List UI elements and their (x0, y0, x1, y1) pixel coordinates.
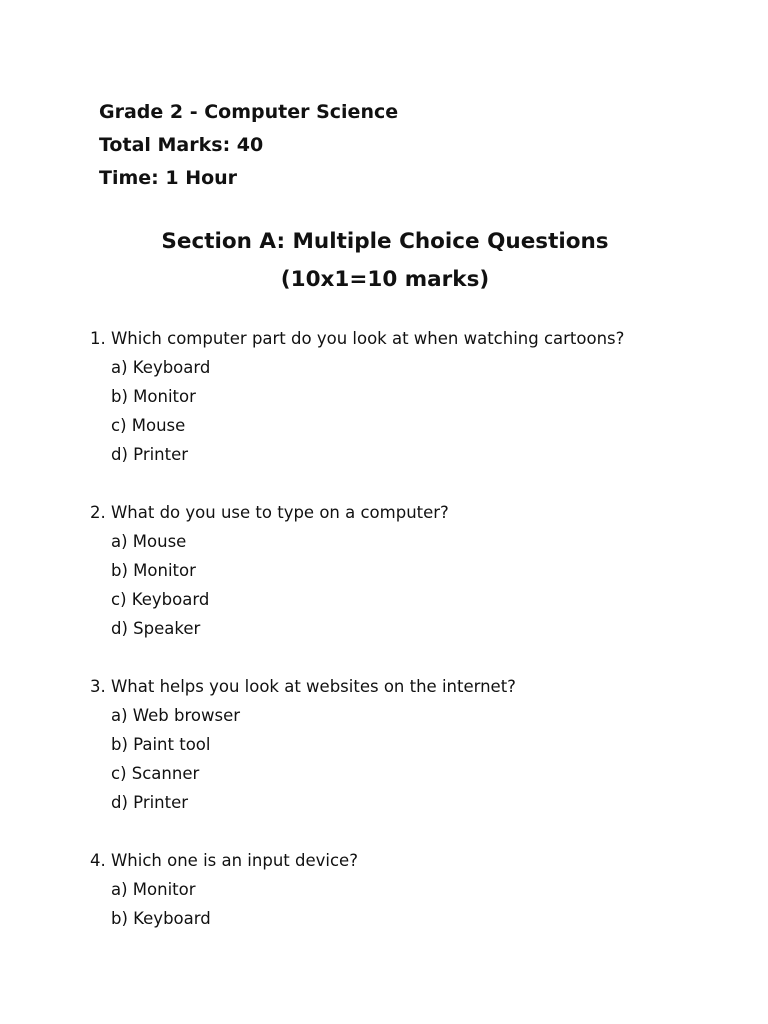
answer-option: a) Web browser (111, 706, 241, 725)
total-marks: Total Marks: 40 (99, 134, 264, 156)
question-text: 4. Which one is an input device? (90, 851, 358, 870)
question-3 (90, 672, 730, 817)
answer-option: d) Printer (111, 793, 189, 812)
question-2 (90, 498, 730, 643)
worksheet-header (99, 96, 398, 195)
answer-option: b) Paint tool (111, 735, 211, 754)
answer-option: b) Keyboard (111, 909, 211, 928)
section-a-title: Section A: Multiple Choice Questions (10x1=10 marks) (161, 229, 609, 292)
question-text: 3. What helps you look at websites on the internet? (90, 677, 516, 696)
time-limit: Time: 1 Hour (99, 167, 238, 189)
question-text: 1. Which computer part do you look at when watching cartoons? (90, 329, 625, 348)
question-1 (90, 324, 730, 469)
answer-option: a) Monitor (111, 880, 196, 899)
answer-option: c) Mouse (111, 416, 186, 435)
answer-option: b) Monitor (111, 561, 196, 580)
question-4 (90, 846, 730, 933)
answer-option: a) Keyboard (111, 358, 211, 377)
answer-option: d) Speaker (111, 619, 201, 638)
answer-option: a) Mouse (111, 532, 187, 551)
answer-option: c) Keyboard (111, 590, 210, 609)
answer-option: c) Scanner (111, 764, 200, 783)
answer-option: d) Printer (111, 445, 189, 464)
question-text: 2. What do you use to type on a computer? (90, 503, 449, 522)
answer-option: b) Monitor (111, 387, 196, 406)
grade-subject-title: Grade 2 - Computer Science (99, 101, 399, 123)
question-list (90, 324, 730, 962)
